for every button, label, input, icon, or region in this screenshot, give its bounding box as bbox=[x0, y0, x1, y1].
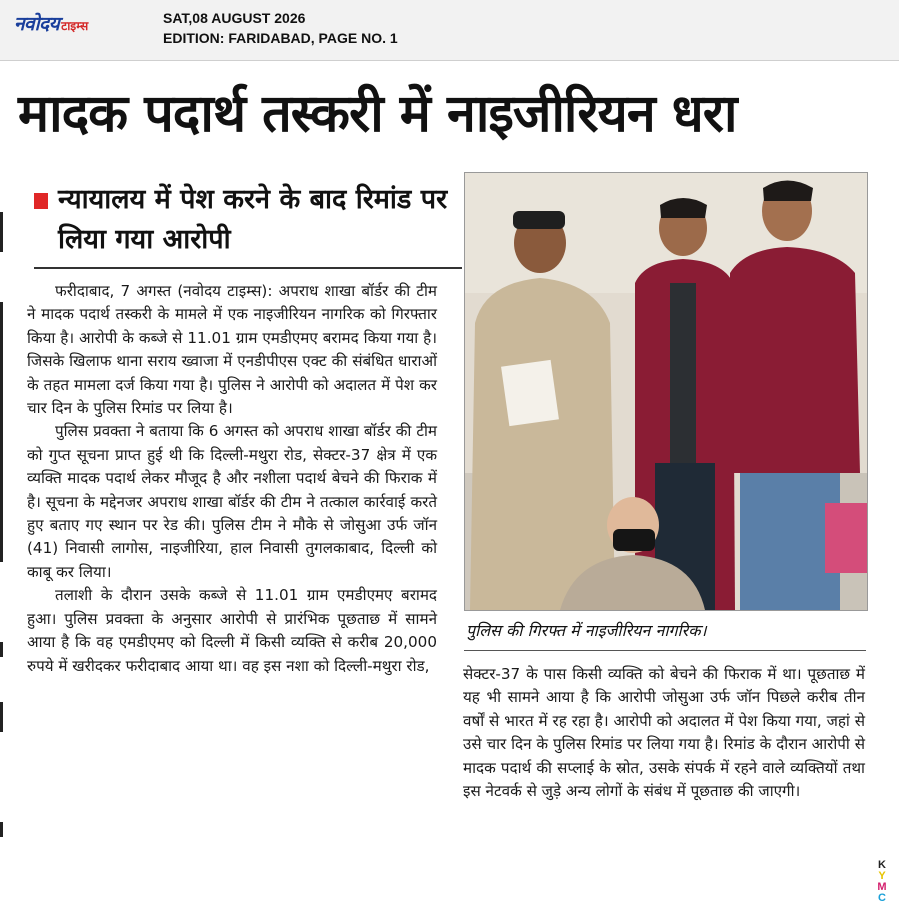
paragraph-4: सेक्टर-37 के पास किसी व्यक्ति को बेचने की फिराक में था। पूछताछ में यह भी सामने आया है कि आरोपी जोसुआ उर्फ जॉन पिछले करीब तीन वर्षों से भारत में रह रहा है। आरोपी को अदालत में पेश किया गया, जहां से उसे चार दिन के पुलिस रिमांड पर लिया गया है। रिमांड के दौरान आरोपी से मादक पदार्थ की सप्लाई के स्रोत, उसके संपर्क में रहने वाले व्यक्तियों तथा इस नेटवर्क से जुड़े अन्य लोगों के संबंध में पूछताछ की जाएगी। bbox=[463, 665, 865, 801]
cmyk-print-mark: K Y M C bbox=[877, 859, 887, 904]
article-subheadline: न्यायालय में पेश करने के बाद रिमांड पर लिया गया आरोपी bbox=[58, 184, 448, 255]
adjacent-column-edge bbox=[0, 62, 5, 912]
edition-info bbox=[163, 8, 398, 48]
subheadline-rule bbox=[34, 267, 462, 269]
edition-line: EDITION: FARIDABAD, PAGE NO. 1 bbox=[163, 30, 398, 46]
logo-sub: टाइम्स bbox=[61, 19, 89, 33]
date-line: SAT,08 AUGUST 2026 bbox=[163, 10, 306, 26]
paragraph-1: फरीदाबाद, 7 अगस्त (नवोदय टाइम्स): अपराध शाखा बॉर्डर की टीम ने मादक पदार्थ तस्करी के मामले में एक नाइजीरियन नागरिक को गिरफ्तार किया है। आरोपी के कब्जे से 11.01 ग्राम एमडीएमए बरामद किया गया है। जिसके खिलाफ थाना सराय ख्वाजा में एनडीपीएस एक्ट की संबंधित धाराओं के तहत मामला दर्ज किया गया है। पुलिस ने आरोपी को अदालत में पेश कर चार दिन के पुलिस रिमांड पर लिया है। bbox=[27, 282, 437, 418]
news-photo bbox=[464, 172, 868, 611]
article-column-2 bbox=[463, 663, 865, 803]
logo-main: नवोदय bbox=[14, 13, 60, 35]
masthead-bar bbox=[0, 0, 899, 61]
subheadline-bullet bbox=[34, 193, 48, 209]
paragraph-2: पुलिस प्रवक्ता ने बताया कि 6 अगस्त को अपराध शाखा बॉर्डर की टीम को गुप्त सूचना प्राप्त हुई थी कि दिल्ली-मथुरा रोड, सेक्टर-37 क्षेत्र में एक व्यक्ति मादक पदार्थ लेकर मौजूद है और नशीला पदार्थ बेचने की फिराक में है। सूचना के मद्देनजर अपराध शाखा बॉर्डर की टीम ने तत्काल कार्रवाई करते हुए बताए गए स्थान पर रेड की। पुलिस टीम ने मौके से जोसुआ उर्फ जॉन (41) निवासी लागोस, नाइजीरिया, हाल निवासी तुगलकाबाद, दिल्ली को काबू कर लिया। bbox=[27, 422, 437, 581]
article-headline: मादक पदार्थ तस्करी में नाइजीरियन धरा bbox=[18, 84, 737, 144]
caption-rule bbox=[464, 650, 866, 651]
article-column-1 bbox=[27, 280, 437, 678]
photo-caption: पुलिस की गिरफ्त में नाइजीरियन नागरिक। bbox=[466, 621, 707, 640]
newspaper-logo[interactable] bbox=[14, 10, 88, 36]
paragraph-3: तलाशी के दौरान उसके कब्जे से 11.01 ग्राम एमडीएमए बरामद हुआ। पुलिस प्रवक्ता के अनुसार आरोपी से प्रारंभिक पूछताछ में सामने आया है कि वह एमडीएमए को दिल्ली में किसी व्यक्ति से करीब 20,000 रुपये में खरीदकर फरीदाबाद आया था। वह इस नशा को दिल्ली-मथुरा रोड, bbox=[27, 586, 437, 675]
